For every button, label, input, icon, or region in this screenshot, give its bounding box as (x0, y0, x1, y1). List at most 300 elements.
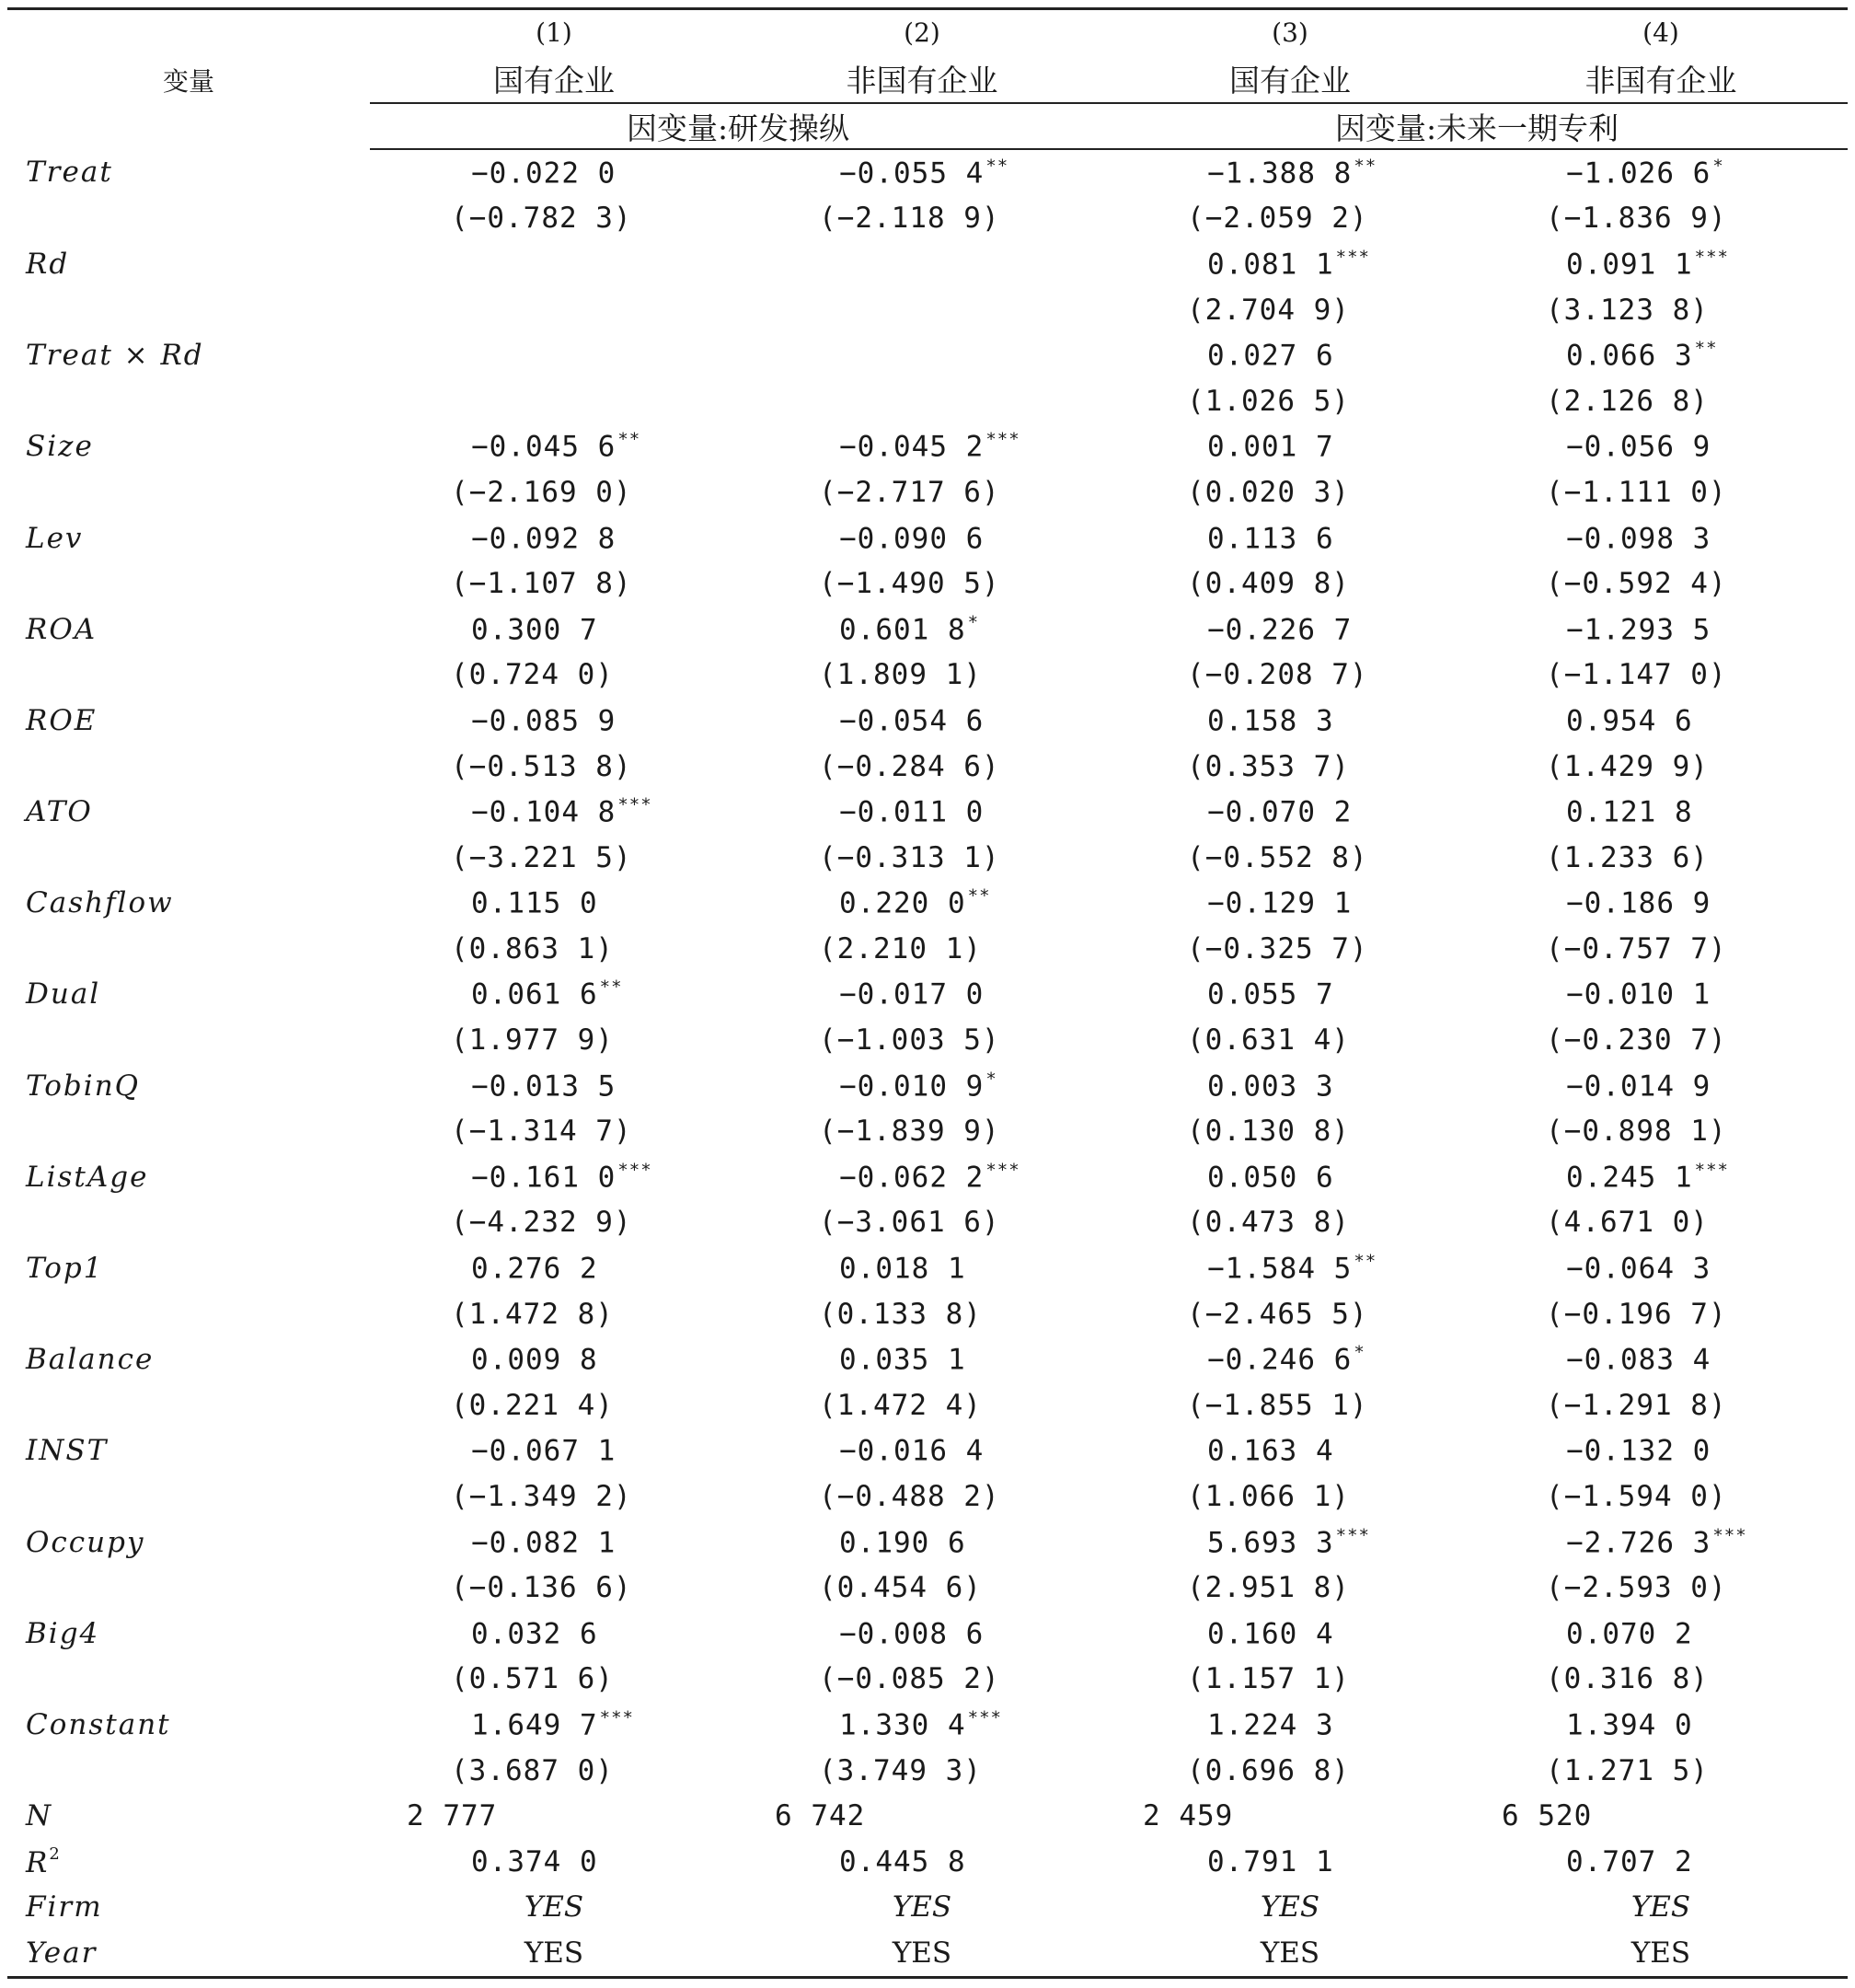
t-statistic-value: (−4.232 9) (451, 1206, 632, 1240)
t-statistic-cell (370, 469, 738, 515)
coefficient-group (1566, 795, 1695, 829)
coefficient-value: −1.388 8 (1207, 156, 1353, 191)
coefficient-cell (738, 881, 1106, 927)
empty-cell (7, 653, 370, 699)
coefficient-cell (370, 789, 738, 835)
coefficient-value: −0.090 6 (839, 522, 985, 556)
table-row (7, 1520, 1848, 1566)
significance-stars: ** (985, 156, 1009, 177)
t-statistic-value: (−0.313 1) (819, 840, 1000, 874)
coefficient-value: −2.726 3 (1566, 1526, 1711, 1560)
coefficient-cell (1474, 972, 1848, 1018)
significance-stars: *** (1712, 1525, 1747, 1546)
t-statistic-value: (0.133 8) (819, 1297, 982, 1331)
empty-cell (7, 744, 370, 790)
coefficient-group (1566, 1434, 1712, 1468)
coefficient-value: 0.070 2 (1566, 1617, 1693, 1651)
t-statistic-cell (370, 1565, 738, 1611)
header-col-2-ownership: 非国有企业 (738, 54, 1106, 103)
t-statistic-value: (2.210 1) (819, 931, 982, 965)
table-row (7, 1154, 1848, 1200)
table-row (7, 835, 1848, 881)
coefficient-cell (1474, 698, 1848, 744)
coefficient-group (1207, 1343, 1365, 1377)
table-row-year-fixed-effects (7, 1930, 1848, 1977)
significance-stars: * (967, 612, 980, 633)
table-row (7, 1336, 1848, 1382)
t-statistic-cell (1106, 1382, 1474, 1428)
table-row (7, 561, 1848, 607)
coefficient-group (471, 430, 640, 464)
t-statistic-value: (−0.230 7) (1546, 1023, 1727, 1058)
coefficient-value: 1.330 4 (839, 1708, 966, 1742)
coefficient-group (1566, 339, 1718, 373)
coefficient-group (471, 1343, 600, 1377)
coefficient-value: −0.010 9 (839, 1069, 985, 1104)
t-statistic-cell (1106, 1200, 1474, 1246)
coefficient-cell (738, 1245, 1106, 1291)
t-statistic-value: (−1.314 7) (451, 1115, 632, 1149)
observations-cell (370, 1793, 738, 1839)
significance-stars: ** (617, 429, 641, 450)
coefficient-group (839, 886, 991, 920)
coefficient-cell (370, 698, 738, 744)
t-statistic-cell (1106, 1291, 1474, 1337)
variable-name: Constant (26, 1707, 171, 1741)
coefficient-value: 0.003 3 (1207, 1069, 1334, 1104)
empty-cell (7, 1108, 370, 1154)
t-statistic-cell (370, 1474, 738, 1520)
significance-stars: *** (599, 1707, 634, 1728)
coefficient-cell (1474, 1245, 1848, 1291)
t-statistic-cell (1474, 653, 1848, 699)
coefficient-cell (1106, 789, 1474, 835)
coefficient-group (839, 430, 1020, 464)
r-squared-value: 0.445 8 (839, 1844, 966, 1878)
coefficient-value: 0.061 6 (471, 977, 598, 1011)
t-statistic-cell (370, 926, 738, 972)
coefficient-group (471, 1616, 600, 1650)
coefficient-value: 0.113 6 (1207, 522, 1334, 556)
coefficient-group (839, 1069, 997, 1103)
table-row (7, 1657, 1848, 1703)
t-statistic-value: (1.066 1) (1187, 1480, 1350, 1514)
coefficient-value: −0.014 9 (1566, 1069, 1711, 1104)
r-squared-letter: R (26, 1845, 50, 1879)
t-statistic-cell (738, 469, 1106, 515)
coefficient-value: 0.160 4 (1207, 1617, 1334, 1651)
coefficient-value: 0.115 0 (471, 886, 598, 920)
regression-table (7, 7, 1848, 1979)
coefficient-value: −0.055 4 (839, 156, 985, 191)
t-statistic-value: (0.020 3) (1187, 475, 1350, 509)
coefficient-group (839, 703, 985, 737)
t-statistic-cell (1474, 1108, 1848, 1154)
observations-value: 6 520 (1502, 1799, 1593, 1833)
coefficient-group (839, 977, 985, 1011)
t-statistic-value: (−2.593 0) (1546, 1571, 1727, 1605)
t-statistic-value: (−2.465 5) (1187, 1297, 1368, 1331)
coefficient-group (1207, 247, 1370, 281)
coefficient-group (471, 612, 600, 646)
firm-cell (738, 1885, 1106, 1931)
coefficient-group (839, 247, 841, 281)
coefficient-group (839, 1707, 1002, 1741)
t-statistic-cell (738, 1657, 1106, 1703)
t-statistic-value: (0.454 6) (819, 1571, 982, 1605)
table-row (7, 1108, 1848, 1154)
header-variable-label: 变量 (7, 9, 370, 150)
coefficient-group (1207, 1252, 1377, 1286)
t-statistic-cell (1474, 1748, 1848, 1794)
t-statistic-cell (370, 653, 738, 699)
variable-name: ATO (26, 795, 93, 829)
table-row (7, 515, 1848, 561)
coefficient-group (839, 1525, 968, 1559)
t-statistic-cell (1474, 287, 1848, 333)
t-statistic-cell (1474, 744, 1848, 790)
table-row (7, 424, 1848, 470)
r-squared-superscript: 2 (49, 1844, 62, 1864)
coefficient-group (471, 1525, 617, 1559)
coefficient-cell (370, 881, 738, 927)
variable-name: TobinQ (26, 1069, 141, 1103)
coefficient-cell (738, 789, 1106, 835)
coefficient-group (1207, 1434, 1336, 1468)
t-statistic-value: (−1.111 0) (1546, 475, 1727, 509)
coefficient-group (839, 1160, 1020, 1194)
coefficient-cell (370, 241, 738, 287)
variable-name: Treat × Rd (26, 339, 204, 373)
coefficient-group (1566, 1707, 1695, 1741)
empty-cell (7, 1565, 370, 1611)
significance-stars: ** (1354, 1251, 1377, 1272)
coefficient-cell (1106, 241, 1474, 287)
t-statistic-cell (738, 1291, 1106, 1337)
coefficient-value: −0.104 8 (471, 795, 616, 829)
coefficient-group (1207, 795, 1354, 829)
coefficient-cell (370, 1063, 738, 1109)
t-statistic-cell (1106, 287, 1474, 333)
t-statistic-cell (1106, 1565, 1474, 1611)
coefficient-value: 0.032 6 (471, 1617, 598, 1651)
year-cell (738, 1930, 1106, 1977)
t-statistic-value: (−1.147 0) (1546, 658, 1727, 692)
coefficient-cell (738, 149, 1106, 196)
coefficient-cell (1474, 1336, 1848, 1382)
coefficient-group (471, 977, 623, 1011)
coefficient-cell (1474, 515, 1848, 561)
significance-stars: ** (967, 885, 991, 907)
t-statistic-value: (−2.717 6) (819, 475, 1000, 509)
coefficient-cell (1474, 332, 1848, 378)
coefficient-group (1566, 1160, 1729, 1194)
coefficient-cell (370, 1702, 738, 1748)
r-squared-label (7, 1839, 370, 1885)
table-row (7, 789, 1848, 835)
t-statistic-value: (1.026 5) (1187, 384, 1350, 418)
coefficient-value: −0.008 6 (839, 1617, 985, 1651)
coefficient-group (471, 886, 600, 920)
table-row (7, 1063, 1848, 1109)
coefficient-cell (738, 1611, 1106, 1657)
coefficient-cell (738, 1154, 1106, 1200)
header-col-3-number: (3) (1106, 9, 1474, 55)
empty-cell (7, 561, 370, 607)
coefficient-cell (1474, 789, 1848, 835)
year-cell (1474, 1930, 1848, 1977)
t-statistic-cell (738, 196, 1106, 242)
t-statistic-value: (1.157 1) (1187, 1662, 1350, 1696)
empty-cell (7, 1474, 370, 1520)
coefficient-group (1207, 339, 1336, 373)
coefficient-value: 0.220 0 (839, 886, 966, 920)
observations-cell (1106, 1793, 1474, 1839)
table-row (7, 149, 1848, 196)
coefficient-group (471, 247, 473, 281)
empty-cell (7, 1200, 370, 1246)
significance-stars: ** (1694, 338, 1718, 359)
coefficient-group (1207, 1616, 1336, 1650)
t-statistic-value: (−1.490 5) (819, 567, 1000, 601)
variable-name: Top1 (26, 1252, 104, 1286)
coefficient-group (1566, 1525, 1747, 1559)
coefficient-cell (738, 607, 1106, 653)
coefficient-group (1566, 612, 1712, 646)
coefficient-value: −0.129 1 (1207, 886, 1353, 920)
variable-name: Lev (26, 521, 84, 555)
coefficient-cell (1474, 1063, 1848, 1109)
coefficient-group (1566, 1252, 1712, 1286)
t-statistic-cell (1474, 1291, 1848, 1337)
table-row (7, 1748, 1848, 1794)
t-statistic-value: (3.749 3) (819, 1753, 982, 1787)
regression-table-container (7, 7, 1848, 1979)
coefficient-group (1207, 977, 1336, 1011)
significance-stars: *** (985, 1160, 1020, 1181)
table-header (7, 9, 1848, 150)
coefficient-group (471, 703, 617, 737)
year-value: YES (1260, 1936, 1320, 1970)
table-row (7, 744, 1848, 790)
table-row-observations (7, 1793, 1848, 1839)
coefficient-group (839, 156, 1008, 190)
variable-name: Occupy (26, 1525, 145, 1559)
t-statistic-value: (0.631 4) (1187, 1023, 1350, 1058)
coefficient-value: −1.026 6 (1566, 156, 1711, 191)
t-statistic-value: (−3.221 5) (451, 840, 632, 874)
table-row (7, 698, 1848, 744)
t-statistic-cell (370, 1748, 738, 1794)
coefficient-group (839, 339, 841, 373)
t-statistic-value: (−1.107 8) (451, 567, 632, 601)
coefficient-value: −0.083 4 (1566, 1343, 1711, 1377)
variable-name: INST (26, 1434, 109, 1468)
t-statistic-cell (370, 1017, 738, 1063)
coefficient-cell (370, 424, 738, 470)
t-statistic-cell (1106, 835, 1474, 881)
table-row (7, 1474, 1848, 1520)
table-row (7, 1200, 1848, 1246)
table-row (7, 196, 1848, 242)
t-statistic-value: (−1.003 5) (819, 1023, 1000, 1058)
header-col-4-ownership: 非国有企业 (1474, 54, 1848, 103)
empty-cell (7, 1657, 370, 1703)
coefficient-cell (370, 1428, 738, 1474)
empty-cell (7, 287, 370, 333)
t-statistic-value: (2.126 8) (1546, 384, 1709, 418)
t-statistic-value: (−0.552 8) (1187, 840, 1368, 874)
r-squared-cell (1106, 1839, 1474, 1885)
t-statistic-value: (−1.594 0) (1546, 1480, 1727, 1514)
t-statistic-cell (1106, 1474, 1474, 1520)
table-row (7, 287, 1848, 333)
coefficient-group (471, 1160, 652, 1194)
coefficient-cell (738, 698, 1106, 744)
t-statistic-value: (−0.196 7) (1546, 1297, 1727, 1331)
coefficient-group (1566, 1616, 1695, 1650)
coefficient-value: 0.190 6 (839, 1526, 966, 1560)
coefficient-cell (738, 1428, 1106, 1474)
table-row (7, 926, 1848, 972)
coefficient-group (839, 795, 985, 829)
t-statistic-cell (370, 1657, 738, 1703)
t-statistic-cell (1474, 1200, 1848, 1246)
t-statistic-cell (370, 1108, 738, 1154)
coefficient-value: −1.584 5 (1207, 1252, 1353, 1286)
t-statistic-value: (−1.836 9) (1546, 202, 1727, 236)
t-statistic-cell (738, 926, 1106, 972)
coefficient-cell (370, 149, 738, 196)
t-statistic-cell (1106, 378, 1474, 424)
coefficient-value: −0.013 5 (471, 1069, 616, 1104)
t-statistic-cell (1474, 1474, 1848, 1520)
coefficient-value: 0.601 8 (839, 613, 966, 647)
significance-stars: *** (1335, 247, 1370, 268)
coefficient-group (1566, 430, 1712, 464)
t-statistic-value: (0.696 8) (1187, 1753, 1350, 1787)
observations-cell (1474, 1793, 1848, 1839)
coefficient-cell (1106, 1702, 1474, 1748)
t-statistic-cell (738, 653, 1106, 699)
r-squared-cell (738, 1839, 1106, 1885)
t-statistic-value: (−0.513 8) (451, 749, 632, 783)
t-statistic-cell (1106, 1748, 1474, 1794)
firm-value: YES (892, 1890, 952, 1924)
year-cell (370, 1930, 738, 1977)
t-statistic-value: (0.130 8) (1187, 1115, 1350, 1149)
coefficient-group (839, 1343, 968, 1377)
coefficient-value: −0.186 9 (1566, 886, 1711, 920)
coefficient-value: −0.045 2 (839, 430, 985, 464)
firm-value: YES (524, 1890, 584, 1924)
variable-name: Treat (26, 156, 113, 190)
coefficient-value: 0.009 8 (471, 1343, 598, 1377)
t-statistic-value: (2.951 8) (1187, 1571, 1350, 1605)
firm-cell (370, 1885, 738, 1931)
t-statistic-cell (1474, 1382, 1848, 1428)
significance-stars: * (1712, 156, 1724, 177)
t-statistic-value: (0.863 1) (451, 931, 614, 965)
empty-cell (7, 1748, 370, 1794)
t-statistic-cell (738, 1108, 1106, 1154)
t-statistic-cell (1474, 926, 1848, 972)
table-row (7, 469, 1848, 515)
t-statistic-cell (370, 744, 738, 790)
t-statistic-value: (−2.169 0) (451, 475, 632, 509)
table-row (7, 972, 1848, 1018)
coefficient-cell (738, 1063, 1106, 1109)
coefficient-group (1566, 247, 1729, 281)
coefficient-group (1566, 886, 1712, 920)
coefficient-group (839, 1252, 968, 1286)
coefficient-cell (1474, 424, 1848, 470)
coefficient-cell (370, 515, 738, 561)
coefficient-cell (370, 1154, 738, 1200)
coefficient-value: −0.062 2 (839, 1161, 985, 1195)
coefficient-group (471, 156, 617, 190)
coefficient-value: −0.161 0 (471, 1161, 616, 1195)
significance-stars: *** (617, 794, 652, 815)
coefficient-cell (1106, 515, 1474, 561)
coefficient-value: −0.070 2 (1207, 795, 1353, 829)
empty-cell (7, 1017, 370, 1063)
t-statistic-value: (1.977 9) (451, 1023, 614, 1058)
table-row-firm-fixed-effects (7, 1885, 1848, 1931)
variable-name: Big4 (26, 1616, 100, 1650)
t-statistic-cell (1474, 196, 1848, 242)
t-statistic-value: (−0.898 1) (1546, 1115, 1727, 1149)
year-value: YES (524, 1936, 584, 1970)
t-statistic-cell (370, 1291, 738, 1337)
t-statistic-value: (−0.488 2) (819, 1480, 1000, 1514)
coefficient-group (1207, 1069, 1336, 1103)
table-body (7, 149, 1848, 1977)
empty-cell (7, 926, 370, 972)
coefficient-value: −1.293 5 (1566, 613, 1711, 647)
coefficient-cell (738, 241, 1106, 287)
coefficient-group (1566, 1069, 1712, 1103)
coefficient-cell (738, 1702, 1106, 1748)
coefficient-value: −0.092 8 (471, 522, 616, 556)
coefficient-group (471, 521, 617, 555)
empty-cell (7, 1291, 370, 1337)
r-squared-cell (370, 1839, 738, 1885)
t-statistic-value: (0.571 6) (451, 1662, 614, 1696)
t-statistic-cell (738, 561, 1106, 607)
coefficient-value: 1.649 7 (471, 1708, 598, 1742)
t-statistic-value: (3.123 8) (1546, 293, 1709, 327)
t-statistic-value: (−0.208 7) (1187, 658, 1368, 692)
t-statistic-cell (1106, 469, 1474, 515)
coefficient-value: −0.098 3 (1566, 522, 1711, 556)
t-statistic-cell (370, 1382, 738, 1428)
coefficient-value: −0.022 0 (471, 156, 616, 191)
coefficient-value: 0.121 8 (1566, 795, 1693, 829)
t-statistic-value: (−0.325 7) (1187, 931, 1368, 965)
t-statistic-value: (2.704 9) (1187, 293, 1350, 327)
significance-stars: ** (599, 977, 623, 998)
coefficient-cell (1474, 241, 1848, 287)
t-statistic-value: (1.472 4) (819, 1388, 982, 1422)
coefficient-group (1566, 977, 1712, 1011)
coefficient-cell (1474, 607, 1848, 653)
header-col-1-ownership: 国有企业 (370, 54, 738, 103)
t-statistic-cell (370, 196, 738, 242)
coefficient-cell (1474, 1154, 1848, 1200)
significance-stars: *** (1335, 1525, 1370, 1546)
empty-cell (7, 1382, 370, 1428)
